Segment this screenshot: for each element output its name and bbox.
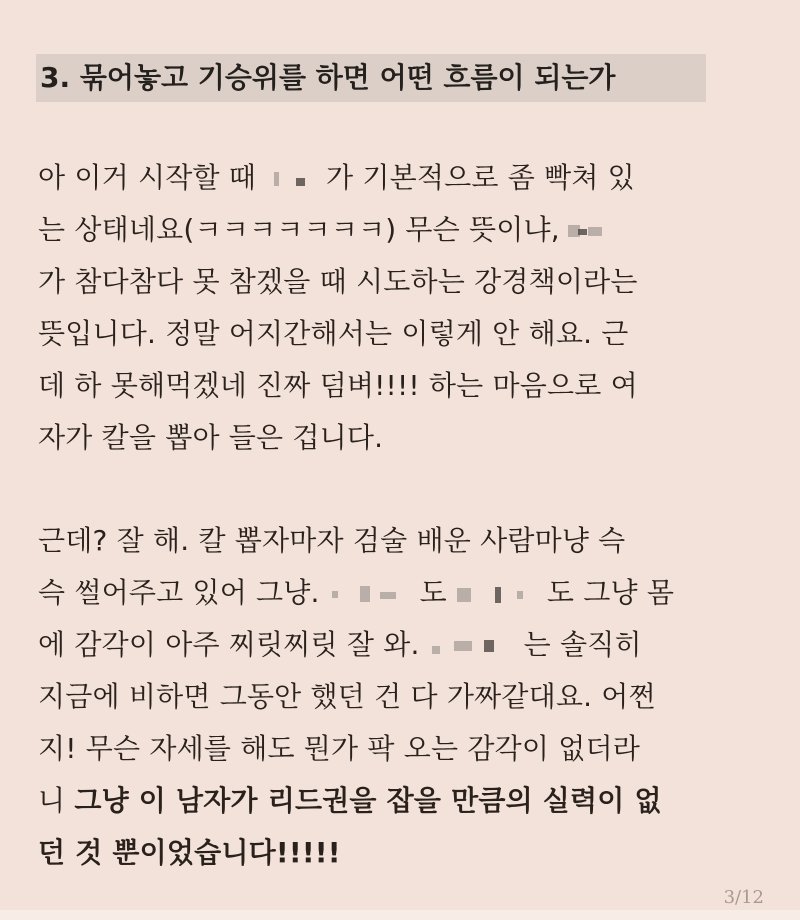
text-span: 가 기본적으로 좀 빡쳐 있 [326,161,635,194]
censored-name [451,584,543,604]
text-line: 근데? 잘 해. 칼 뽑자마자 검술 배운 사람마냥 슥 [38,524,626,557]
text-line [38,204,768,256]
text-span: 는 상태네요(ㅋㅋㅋㅋㅋㅋㅋ) 무슨 뜻이냐, [38,213,560,246]
text-span: 도 그냥 몸 [546,576,675,609]
text-line [38,619,768,671]
page-number: 3/12 [723,887,764,908]
censored-name [260,169,322,189]
bold-text-line: 던 것 뿐이었습니다!!!!! [38,836,341,869]
text-line: 자가 칼을 뽑아 들은 겁니다. [38,421,384,454]
censored-name [324,584,416,604]
text-span: 는 솔직히 [523,628,642,661]
paragraph-2 [38,515,768,879]
text-span: 아 이거 시작할 때 [38,161,257,194]
text-span: 니 [38,784,66,817]
text-span: 에 감각이 아주 찌릿찌릿 잘 와. [38,628,420,661]
censored-name [424,636,520,656]
text-line: 지금에 비하면 그동안 했던 건 다 가짜같대요. 어쩐 [38,680,656,713]
bold-text-span: 그냥 이 남자가 리드권을 잡을 만큼의 실력이 없 [74,784,662,817]
text-line: 뜻입니다. 정말 어지간해서는 이렇게 안 해요. 근 [38,317,629,350]
text-line: 가 참다참다 못 참겠을 때 시도하는 강경책이라는 [38,265,638,298]
text-span: 도 [419,576,447,609]
text-line: 데 하 못해먹겠네 진짜 덤벼!!!! 하는 마음으로 여 [38,369,638,402]
text-line: 지! 무슨 자세를 해도 뭔가 팍 오는 감각이 없더라 [38,732,640,765]
section-heading: 3. 묶어놓고 기승위를 하면 어떤 흐름이 되는가 [36,54,706,102]
text-line [38,152,768,204]
text-span: 슥 썰어주고 있어 그냥. [38,576,320,609]
paragraph-1 [38,152,768,464]
text-line [38,775,768,827]
text-line [38,567,768,619]
censored-name [564,221,608,241]
page-bottom-edge [0,910,800,920]
